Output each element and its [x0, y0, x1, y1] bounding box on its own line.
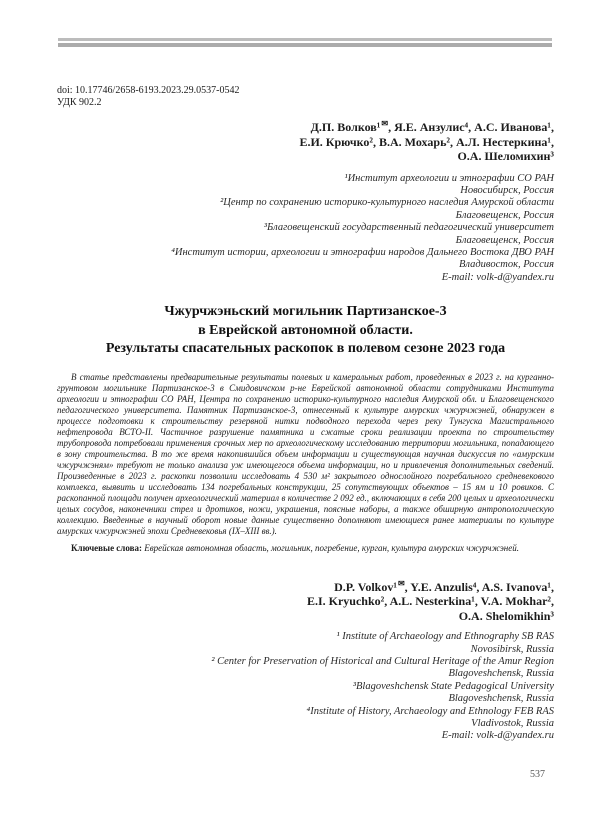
title-line-3: Результаты спасательных раскопок в полевом сезоне 2023 года: [105, 341, 506, 357]
affiliation-line: ¹Институт археологии и этнографии СО РАН: [344, 172, 554, 184]
affiliations-en: [57, 631, 554, 743]
affiliation-line: ³Blagoveshchensk State Pedagogical University: [352, 680, 554, 692]
affiliation-line: ¹ Institute of Archaeology and Ethnography SB RAS: [336, 631, 554, 643]
title-line-2: в Еврейской автономной области.: [198, 322, 413, 338]
authors-ru: [57, 120, 554, 164]
affiliation-line: ⁴Институт истории, археологии и этнографии народов Дальнего Востока ДВО РАН: [171, 246, 554, 258]
page-number: 537: [530, 769, 545, 780]
affiliation-line: Novosibirsk, Russia: [470, 643, 554, 655]
affiliation-line: Новосибирск, Россия: [460, 184, 554, 196]
keywords-text: Еврейская автономная область, могильник, погребение, курган, культура амурских чжурчжэней.: [142, 542, 520, 553]
affiliation-line: ² Center for Preservation of Historical and Cultural Heritage of the Amur Region: [211, 655, 554, 667]
paper-title: [57, 303, 554, 359]
abstract-paragraph: В статье представлены предварительные результаты полевых и камеральных работ, проведенных в 2023 г. на курганно-грунтовом могильнике Партизанское-3 в Смидовичском р-не Еврейской автономной области сотрудниками Института археологии и этнографии СО РАН, Центра по сохранению историко-культурного наследия Амурской обл. и Благовещенского педагогического университета. Памятник Партизанское-3, отнесенный к культуре амурских чжурчжэней, обнаружен в процессе подготовки к строительству резервной нитки подводного перехода через реку Тунгуска Магистрального нефтепровода ВСТО-II. Частичное разрушение памятника и сжатые сроки реализации проекта по строительству трубопровода потребовали применения срочных мер по археологическому исследованию территории могильника, попадающего в зону строительства. В то же время накопившийся объем информации и существующая научная дискуссия по «амурским чжурчжэням» требуют не только анализа уж имеющегося объема информации, но и привлечения дополнительных сведений. Произведенные в 2023 г. раскопки позволили исследовать 4 530 м² закрытого однослойного погребального средневекового комплекса, выявить и исследовать 134 погребальных конструкции, 25 сопутствующих объектов – 15 ям и 10 ровиков. С раскопанной площади получен археологический материал в количестве 2 092 ед., включающих в себя 200 целых и археологически целых сосудов, наконечники стрел и дротиков, ножи, украшения, поясные наборы, а также обширную антропологическую коллекцию. Введенные в научный оборот новые данные существенно дополняют имеющиеся ранее материалы по культуре амурских чжурчжэней эпохи Средневековья (IX–XIII вв.).: [57, 371, 554, 536]
affiliation-line: Владивосток, Россия: [459, 259, 554, 271]
authors-en-line-1: [57, 580, 554, 595]
affiliation-line: Благовещенск, Россия: [455, 209, 554, 221]
article-meta: [57, 0, 554, 109]
email-line: E-mail: volk-d@yandex.ru: [441, 730, 554, 742]
authors-ru-line-1: [57, 120, 554, 135]
title-line-1: Чжурчжэньский могильник Партизанское-3: [164, 304, 447, 320]
affiliation-line: ²Центр по сохранению историко-культурного наследия Амурской области: [220, 197, 554, 209]
author-names: , Я.Е. Анзулис⁴, А.С. Иванова¹,: [388, 120, 554, 134]
top-rule-primary: [58, 38, 552, 41]
affiliation-line: ³Благовещенский государственный педагогический университет: [263, 222, 554, 234]
affiliation-line: Blagoveshchensk, Russia: [448, 668, 554, 680]
keywords-line: [57, 543, 554, 554]
top-rule-secondary: [58, 43, 552, 47]
affiliation-line: Vladivostok, Russia: [471, 718, 554, 729]
authors-en: [57, 580, 554, 624]
authors-ru-line-2: Е.И. Крючко², В.А. Мохарь², А.Л. Нестеркина¹,: [299, 134, 554, 149]
author-name: D.P. Volkov¹: [334, 579, 397, 594]
email-line: E-mail: volk-d@yandex.ru: [441, 271, 554, 283]
affiliation-line: Благовещенск, Россия: [455, 234, 554, 246]
authors-en-line-2: E.I. Kryuchko², A.L. Nesterkina¹, V.A. Mokhar²,: [306, 594, 554, 609]
affiliations-ru: [57, 173, 554, 285]
udc-line: УДК 902.2: [57, 97, 102, 108]
authors-en-line-3: O.A. Shelomikhin³: [458, 608, 554, 623]
affiliation-line: Blagoveshchensk, Russia: [448, 693, 554, 705]
envelope-icon: ✉: [397, 578, 405, 588]
envelope-icon: ✉: [381, 119, 389, 128]
author-name: Д.П. Волков¹: [310, 120, 381, 134]
author-names: , Y.E. Anzulis⁴, A.S. Ivanova¹,: [404, 579, 554, 594]
doi-line: doi: 10.17746/2658-6193.2023.29.0537-0542: [57, 85, 240, 96]
authors-ru-line-3: О.А. Шеломихин³: [457, 149, 554, 163]
affiliation-line: ⁴Institute of History, Archaeology and Ethnology FEB RAS: [306, 705, 554, 717]
keywords-label: Ключевые слова:: [71, 542, 142, 553]
